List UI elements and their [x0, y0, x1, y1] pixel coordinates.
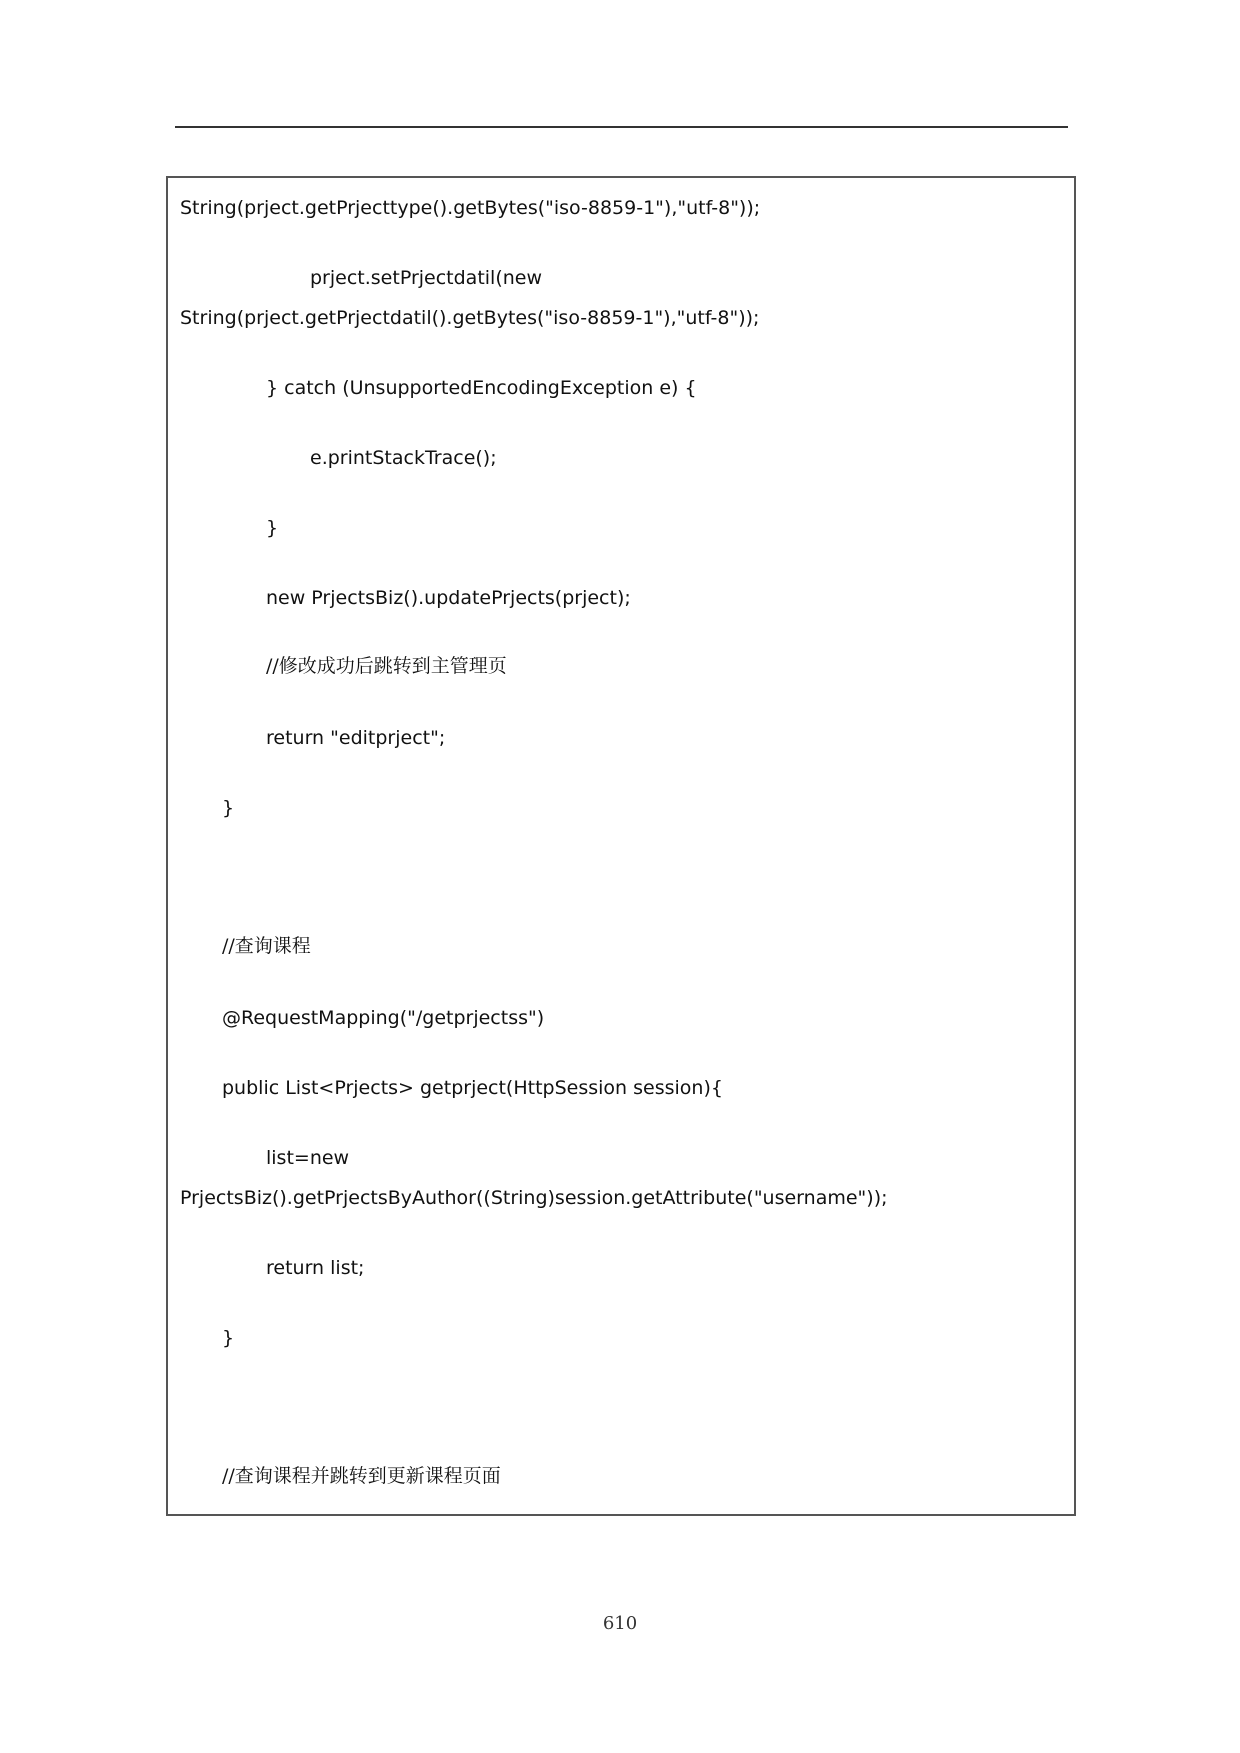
code-comment: //查询课程并跳转到更新课程页面	[222, 1465, 501, 1487]
code-line: String(prject.getPrjecttype().getBytes("iso-8859-1"),"utf-8"));	[180, 197, 761, 219]
code-line: @RequestMapping("/getprjectss")	[222, 1007, 545, 1029]
code-comment: //修改成功后跳转到主管理页	[266, 655, 507, 677]
code-line: e.printStackTrace();	[310, 447, 497, 469]
code-line: String(prject.getPrjectdatil().getBytes("iso-8859-1"),"utf-8"));	[180, 307, 760, 329]
header-rule	[175, 126, 1068, 128]
code-line: }	[266, 517, 279, 539]
code-line: } catch (UnsupportedEncodingException e) {	[266, 377, 697, 399]
code-line: prject.setPrjectdatil(new	[310, 267, 543, 289]
code-line: new PrjectsBiz().updatePrjects(prject);	[266, 587, 631, 609]
code-line: return "editprject";	[266, 727, 446, 749]
code-line: PrjectsBiz().getPrjectsByAuthor((String)session.getAttribute("username"));	[180, 1187, 888, 1209]
code-line: }	[222, 797, 235, 819]
code-line: list=new	[266, 1147, 350, 1169]
code-line: }	[222, 1327, 235, 1349]
code-listing-box	[166, 176, 1076, 1516]
code-line: return list;	[266, 1257, 365, 1279]
code-comment: //查询课程	[222, 935, 311, 957]
page-number: 610	[602, 1613, 638, 1634]
code-line: public List<Prjects> getprject(HttpSession session){	[222, 1077, 723, 1099]
